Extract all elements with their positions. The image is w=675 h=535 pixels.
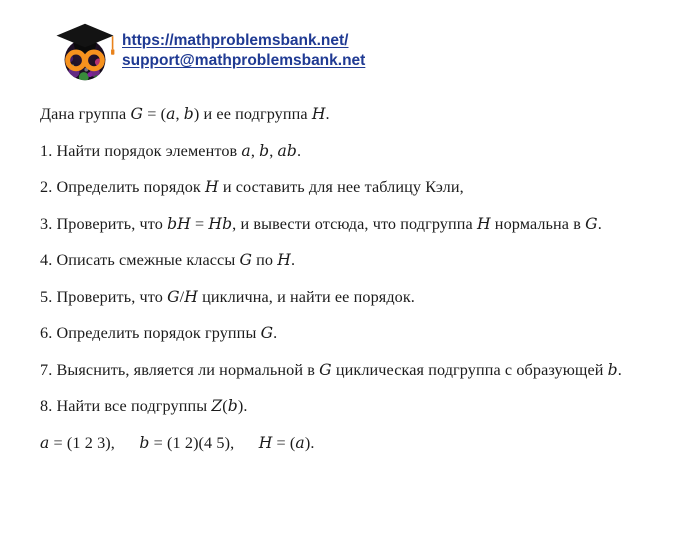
text-segment: ). [237,397,248,415]
problem-text [40,104,665,469]
text-segment: циклична, и найти ее порядок. [197,287,415,306]
text-segment [115,434,139,452]
problem-line [40,360,665,381]
text-segment: , [250,141,260,160]
text-segment: ( [222,397,228,415]
text-segment: = [190,214,209,233]
problem-line [40,250,665,271]
problem-line [40,141,665,162]
text-segment: циклическая подгруппа с образующей [331,360,608,379]
graduate-globe-infinity-icon [54,20,116,84]
math-variable: H [277,251,291,269]
site-logo [54,20,116,84]
problem-line [40,396,665,417]
problem-line [40,214,665,235]
text-segment: 4. Описать смежные классы [40,251,240,269]
text-segment: ). [304,433,315,452]
math-variable: a [241,141,251,160]
math-variable: b [227,397,238,415]
header-links [122,31,365,70]
math-variable: b [139,433,150,452]
math-variable: G [319,360,332,379]
problem-line [40,323,665,344]
math-variable: a [40,433,50,452]
math-variable: G [167,287,180,306]
text-segment: 7. Выяснить, является ли нормальной в [40,360,320,379]
math-variable: b [607,360,618,379]
math-variable: b [259,141,270,160]
problem-line [40,433,665,454]
text-segment: . [325,105,330,123]
text-segment: 5. Проверить, что [40,287,168,306]
text-segment: . [273,324,278,342]
math-variable: H [311,105,326,123]
text-segment: , [175,105,184,123]
text-segment: , [269,141,278,160]
problem-line [40,104,665,125]
math-variable: G [130,105,144,123]
text-segment: нормальна в [490,214,586,233]
text-segment: / [179,287,185,306]
text-segment: = ( [143,105,167,123]
math-variable: ab [277,141,297,160]
text-segment: по [252,251,278,269]
math-variable: G [260,324,274,342]
text-segment: 6. Определить порядок группы [40,324,261,342]
text-segment: , и вывести отсюда, что подгруппа [232,214,477,233]
text-segment: 1. Найти порядок элементов [40,141,242,160]
text-segment: ) и ее подгруппа [193,105,312,123]
site-url-link[interactable]: https://mathproblemsbank.net/ [122,32,349,49]
math-variable: Hb [208,214,233,233]
text-segment: = (1 2 3), [49,433,115,452]
text-segment: . [617,360,622,379]
problem-line [40,287,665,308]
text-segment: . [290,251,296,269]
math-variable: G [585,214,598,233]
math-variable: bH [167,214,191,233]
math-variable: b [183,105,194,123]
text-segment [234,434,258,452]
text-segment: 3. Проверить, что [40,214,168,233]
text-segment: 2. Определить порядок [40,178,206,196]
math-variable: H [258,433,273,452]
problem-line [40,177,665,198]
text-segment: 8. Найти все подгруппы [40,397,212,415]
support-email-link[interactable]: support@mathproblemsbank.net [122,52,366,69]
math-variable: H [184,287,198,306]
text-segment: . [296,141,302,160]
text-segment: Дана группа [40,105,131,123]
text-segment: = ( [272,433,296,452]
text-segment: = (1 2)(4 5), [149,433,235,452]
math-variable: a [166,105,176,123]
math-variable: Z [211,397,223,415]
math-variable: H [205,178,219,196]
text-segment: . [597,214,602,233]
math-variable: a [295,433,305,452]
math-variable: H [476,214,491,233]
math-variable: G [239,251,253,269]
text-segment: и составить для нее таблицу Кэли, [218,178,464,196]
